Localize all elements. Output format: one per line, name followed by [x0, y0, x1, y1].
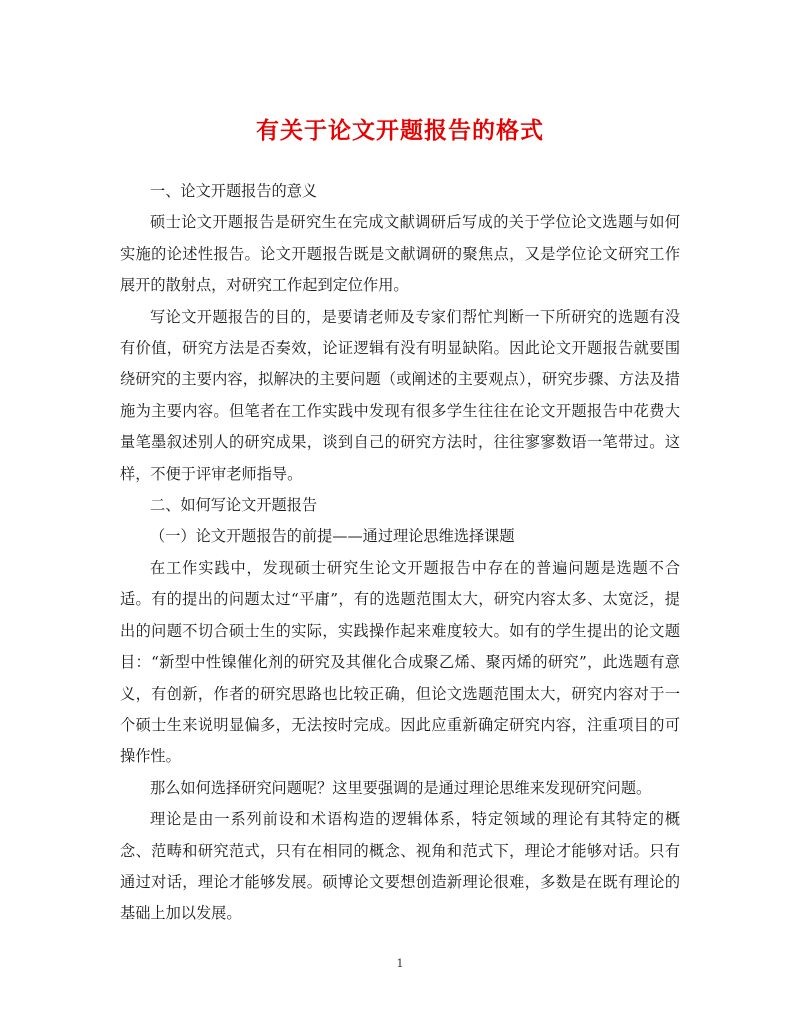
section-heading-1: 一、论文开题报告的意义 — [150, 182, 318, 200]
document-title: 有关于论文开题报告的格式 — [256, 117, 544, 144]
section-heading-2: 二、如何写论文开题报告 — [150, 496, 318, 515]
page-number: 1 — [396, 957, 404, 970]
paragraph-1: 硕士论文开题报告是研究生在完成文献调研后写成的关于学位论文选题与如何实施的论述性报告。论文开题报告既是文献调研的聚焦点，又是学位论文研究工作展开的散射点，对研究工作起到定位作用。 — [120, 213, 680, 295]
document-body — [120, 176, 680, 930]
paragraph-4: 那么如何选择研究问题呢？这里要强调的是通过理论思维来发现研究问题。 — [150, 778, 652, 797]
paragraph-2: 写论文开题报告的目的，是要请老师及专家们帮忙判断一下所研究的选题有没有价值，研究方法是否奏效，论证逻辑有没有明显缺陷。因此论文开题报告就要围绕研究的主要内容，拟解决的主要问题（或阐述的主要观点），研究步骤、方法及措施为主要内容。但笔者在工作实践中发现有很多学生往往在论文开题报告中花费大量笔墨叙述别人的研究成果，谈到自己的研究方法时，往往寥寥数语一笔带过。这样，不便于评审老师指导。 — [120, 307, 680, 483]
paragraph-5: 理论是由一系列前设和术语构造的逻辑体系，特定领域的理论有其特定的概念、范畴和研究范式，只有在相同的概念、视角和范式下，理论才能够对话。只有通过对话，理论才能够发展。硕博论文要想创造新理论很难，多数是在既有理论的基础上加以发展。 — [120, 810, 680, 923]
paragraph-3: 在工作实践中，发现硕士研究生论文开题报告中存在的普遍问题是选题不合适。有的提出的问题太过“平庸”，有的选题范围太大，研究内容太多、太宽泛，提出的问题不切合硕士生的实际，实践操作起来难度较大。如有的学生提出的论文题目：“新型中性镍催化剂的研究及其催化合成聚乙烯、聚丙烯的研究”，此选题有意义，有创新，作者的研究思路也比较正确，但论文选题范围太大，研究内容对于一个硕士生来说明显偏多，无法按时完成。因此应重新确定研究内容，注重项目的可操作性。 — [120, 558, 680, 766]
subsection-heading-1: （一）论文开题报告的前提——通过理论思维选择课题 — [150, 527, 515, 546]
